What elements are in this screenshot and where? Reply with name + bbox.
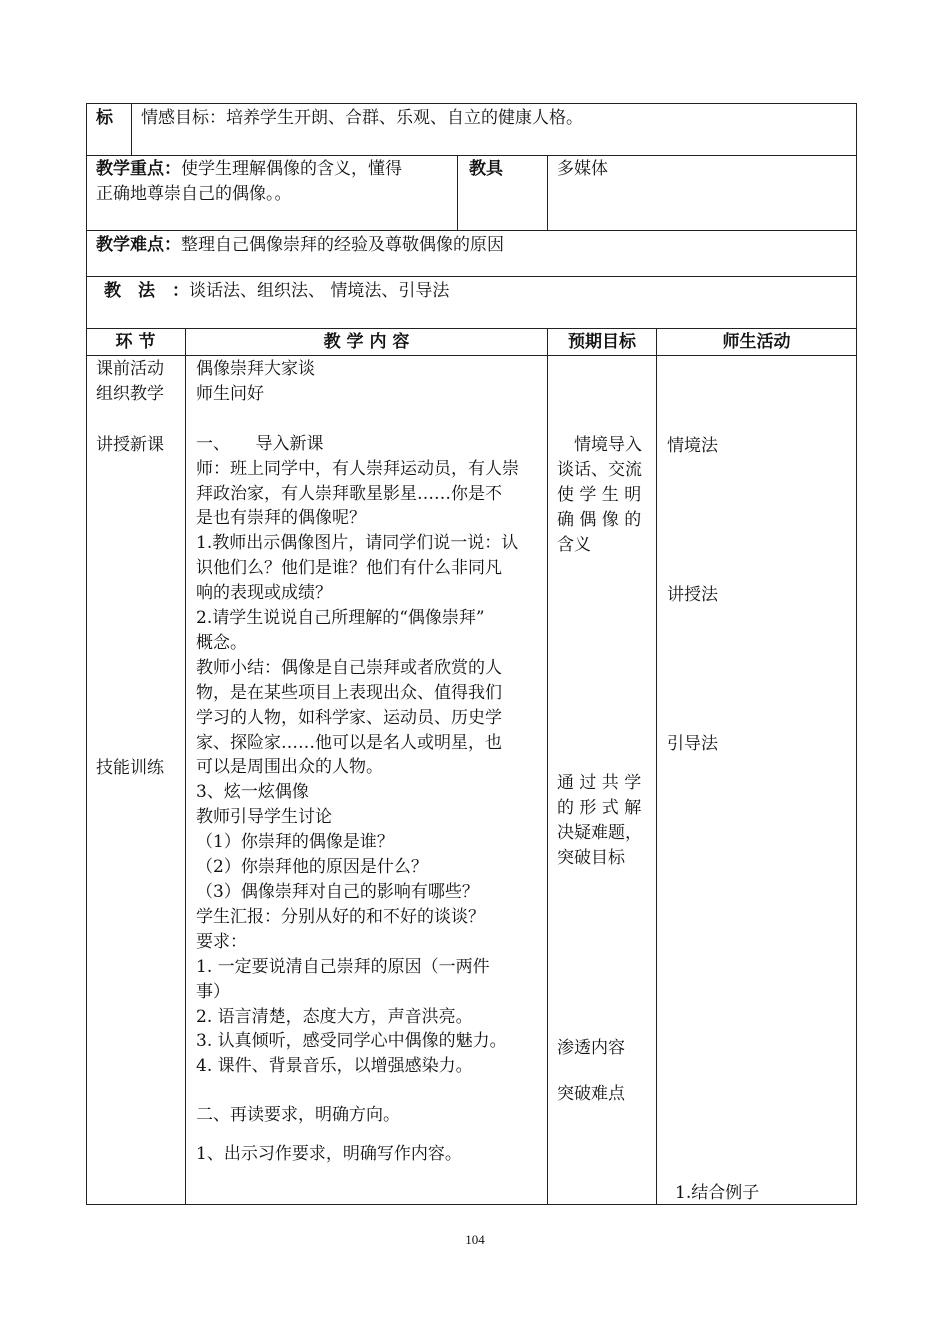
content-line: 2.请学生说说自己所理解的“偶像崇拜” — [196, 608, 485, 629]
content-line: 拜政治家，有人崇拜歌星影星……你是不 — [196, 483, 502, 504]
content-line: 教师引导学生讨论 — [196, 807, 332, 828]
content-line: （1）你崇拜的偶像是谁？ — [196, 832, 394, 853]
col-divider-3 — [656, 328, 657, 1204]
goal-divider — [131, 103, 132, 155]
goal-intro — [557, 433, 642, 558]
key-divider-2 — [547, 155, 548, 230]
content-show-requirements: 1、出示习作要求，明确写作内容。 — [196, 1144, 462, 1164]
header-stage: 环 节 — [115, 332, 156, 352]
header-goal: 预期目标 — [568, 332, 636, 352]
content-line: （2）你崇拜他的原因是什么？ — [196, 857, 428, 878]
content-line: 偶像崇拜大家谈 — [196, 359, 315, 379]
goal-line: 突破目标 — [557, 848, 625, 868]
content-line: 是也有崇拜的偶像呢？ — [196, 508, 366, 529]
goal-line: 谈话、交流 — [557, 460, 642, 480]
difficulty-text — [96, 233, 504, 257]
activity-situation: 情境法 — [667, 436, 718, 456]
content-line: 4. 课件、背景音乐，以增强感染力。 — [196, 1056, 473, 1077]
goal-label: 标 — [96, 108, 113, 128]
content-line: 学习的人物，如科学家、运动员、历史学 — [196, 707, 502, 728]
goal-line: 确 偶 像 的 — [557, 510, 642, 530]
goal-text: 情感目标：培养学生开朗、合群、乐观、自立的健康人格。 — [141, 108, 583, 128]
goal-line: 使 学 生 明 — [557, 485, 642, 505]
content-line: 识他们么？他们是谁？他们有什么非同凡 — [196, 558, 502, 579]
content-line — [196, 407, 519, 432]
content-line: 1.教师出示偶像图片，请同学们说一说：认 — [196, 533, 519, 554]
col-divider-2 — [547, 328, 548, 1204]
content-line: 3、炫一炫偶像 — [196, 782, 309, 803]
page-number: 104 — [465, 1232, 485, 1247]
content-line: 教师小结：偶像是自己崇拜或者欣赏的人 — [196, 657, 502, 678]
key-point-label: 教学重点： — [96, 159, 181, 179]
header-content: 教 学 内 容 — [323, 332, 410, 352]
goal-line: 决疑难题， — [557, 823, 642, 843]
goal-line: 的 形 式 解 — [557, 798, 642, 818]
content-line: 家、探险家……他可以是名人或明星，也 — [196, 732, 502, 753]
tools-value: 多媒体 — [557, 159, 608, 179]
activity-guidance: 引导法 — [667, 734, 718, 754]
difficulty-value: 整理自己偶像崇拜的经验及尊敬偶像的原因 — [181, 235, 504, 255]
content-line: 事） — [196, 981, 230, 1002]
content-line: 响的表现或成绩？ — [196, 583, 332, 604]
goal-cooperative — [557, 771, 642, 871]
tools-label: 教具 — [469, 159, 503, 179]
content-reread: 二、再读要求，明确方向。 — [196, 1105, 400, 1125]
content-line: 1. 一定要说清自己崇拜的原因（一两件 — [196, 956, 490, 977]
content-line: 师生问好 — [196, 383, 264, 404]
stage-pre-class: 课前活动 — [96, 359, 164, 379]
content-line: 学生汇报：分别从好的和不好的谈谈？ — [196, 906, 485, 927]
col-divider-1 — [185, 328, 186, 1204]
content-line: （3）偶像崇拜对自己的影响有哪些？ — [196, 882, 479, 903]
goal-line: 含义 — [557, 535, 591, 555]
content-line: 2. 语言清楚，态度大方，声音洪亮。 — [196, 1006, 473, 1027]
content-line: 一、 导入新课 — [196, 433, 324, 454]
activity-lecture: 讲授法 — [667, 585, 718, 605]
content-line: 概念。 — [196, 632, 247, 653]
header-bottom-line — [86, 355, 856, 356]
content-line: 3. 认真倾听，感受同学心中偶像的魅力。 — [196, 1031, 507, 1052]
method-label: 教 法 ： — [104, 281, 189, 301]
key-point-text — [96, 157, 402, 181]
key-divider-1 — [457, 155, 458, 230]
content-line: 要求： — [196, 931, 247, 952]
method-value: 谈话法、组织法、 情境法、引导法 — [189, 281, 450, 301]
header-activity: 师生活动 — [722, 332, 791, 352]
stage-organize: 组织教学 — [96, 384, 164, 404]
goal-permeate: 渗透内容 — [557, 1038, 625, 1058]
stage-skill-training: 技能训练 — [96, 758, 164, 778]
content-line: 物，是在某些项目上表现出众、值得我们 — [196, 682, 502, 703]
key-point-line1: 使学生理解偶像的含义，懂得 — [181, 159, 402, 179]
goal-line: 情境导入 — [574, 435, 642, 455]
key-point-line2: 正确地尊崇自己的偶像。。 — [96, 184, 292, 204]
method-text — [104, 279, 449, 303]
content-line: 师：班上同学中，有人崇拜运动员，有人崇 — [196, 458, 519, 479]
difficulty-label: 教学难点： — [96, 235, 181, 255]
goal-break-difficulty: 突破难点 — [557, 1084, 625, 1104]
stage-new-lesson: 讲授新课 — [96, 435, 164, 455]
goal-line: 通 过 共 学 — [557, 773, 642, 793]
activity-example: 1.结合例子 — [675, 1183, 760, 1203]
content-line: 可以是周围出众的人物。 — [196, 757, 383, 778]
content-body — [196, 357, 519, 1079]
